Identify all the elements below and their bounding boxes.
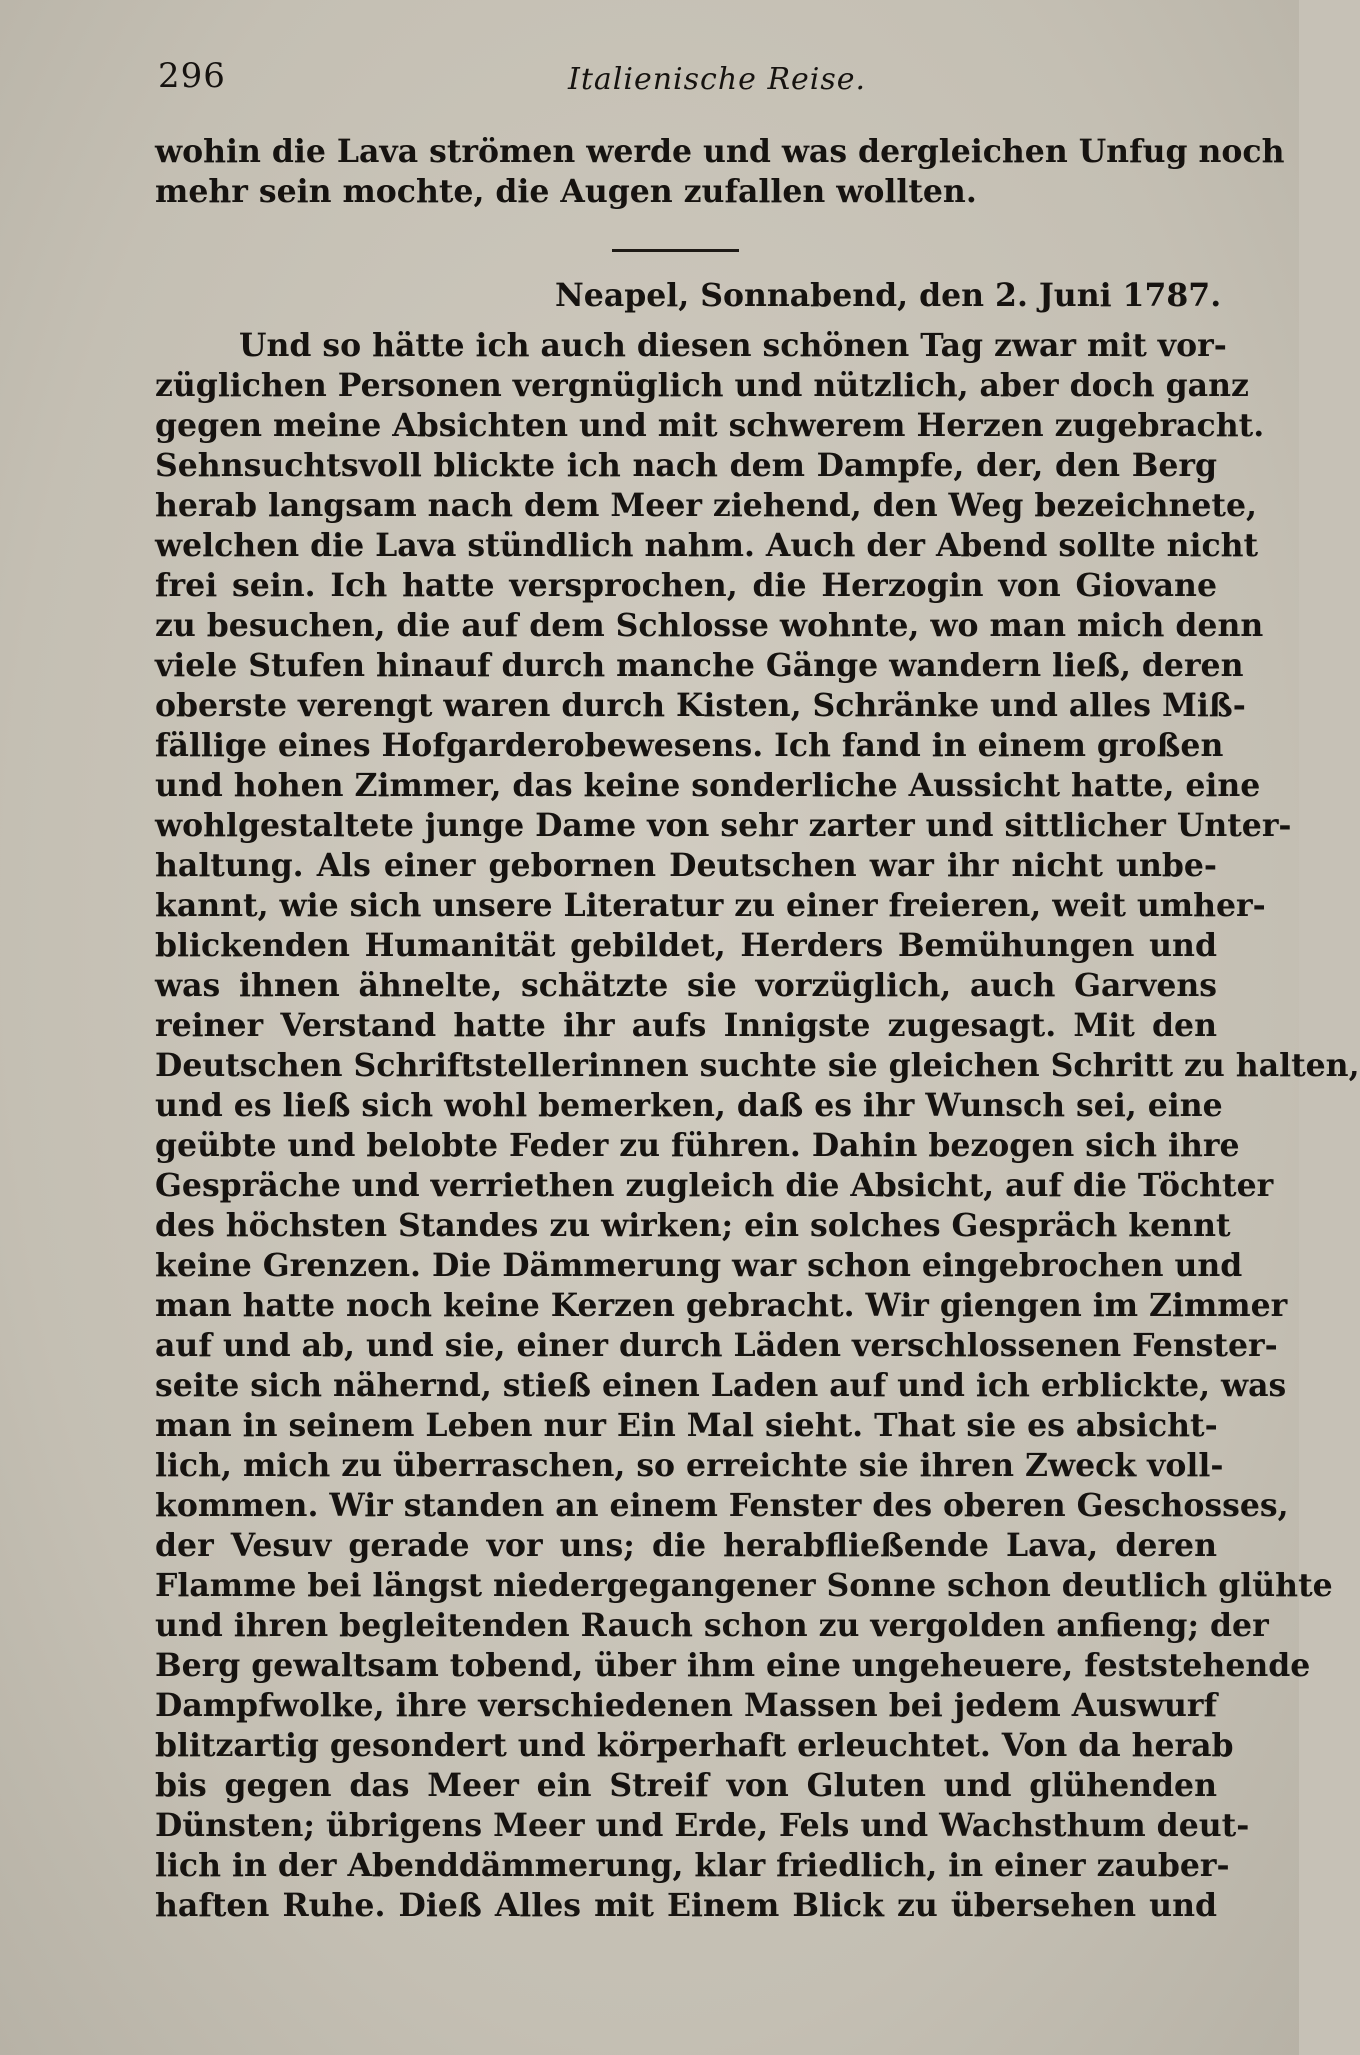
text-line: züglichen Personen vergnüglich und nützlich, aber doch ganz — [155, 367, 1249, 404]
text-line: Deutschen Schriftstellerinnen suchte sie gleichen Schritt zu halten, — [155, 1047, 1360, 1084]
text-line: blitzartig gesondert und körperhaft erleuchtet. Von da herab — [155, 1727, 1234, 1764]
text-line: Dampfwolke, ihre verschiedenen Massen bei jedem Auswurf — [155, 1687, 1217, 1724]
text-line: reiner Verstand hatte ihr aufs Innigste zugesagt. Mit den — [155, 1007, 1217, 1044]
text-line: Berg gewaltsam tobend, über ihm eine ungeheuere, feststehende — [155, 1647, 1311, 1684]
text-line: herab langsam nach dem Meer ziehend, den Weg bezeichnete, — [155, 487, 1257, 524]
text-line: keine Grenzen. Die Dämmerung war schon eingebrochen und — [155, 1247, 1243, 1284]
text-line: Sehnsuchtsvoll blickte ich nach dem Dampfe, der, den Berg — [155, 447, 1217, 484]
text-line: wohlgestaltete junge Dame von sehr zarter und sittlicher Unter- — [155, 807, 1292, 844]
text-line: wohin die Lava strömen werde und was dergleichen Unfug noch — [155, 133, 1285, 170]
text-line: blickenden Humanität gebildet, Herders Bemühungen und — [155, 927, 1217, 964]
section-divider — [612, 249, 739, 252]
text-line: gegen meine Absichten und mit schwerem Herzen zugebracht. — [155, 407, 1265, 444]
text-line: oberste verengt waren durch Kisten, Schränke und alles Miß- — [155, 687, 1246, 724]
text-line: welchen die Lava stündlich nahm. Auch der Abend sollte nicht — [155, 527, 1259, 564]
text-line: viele Stufen hinauf durch manche Gänge wandern ließ, deren — [155, 647, 1244, 684]
running-title: Italienische Reise. — [568, 62, 867, 97]
text-line: Flamme bei längst niedergegangener Sonne schon deutlich glühte — [155, 1567, 1333, 1604]
dateline: Neapel, Sonnabend, den 2. Juni 1787. — [555, 277, 1222, 314]
main-paragraph — [155, 326, 1360, 1926]
text-line: geübte und belobte Feder zu führen. Dahin bezogen sich ihre — [155, 1127, 1240, 1164]
text-line: frei sein. Ich hatte versprochen, die Herzogin von Giovane — [155, 567, 1217, 604]
text-line: fällige eines Hofgarderobewesens. Ich fand in einem großen — [155, 727, 1224, 764]
text-line: der Vesuv gerade vor uns; die herabfließende Lava, deren — [155, 1527, 1217, 1564]
text-line: und hohen Zimmer, das keine sonderliche Aussicht hatte, eine — [155, 767, 1261, 804]
text-line: und ihren begleitenden Rauch schon zu vergolden anfieng; der — [155, 1607, 1269, 1644]
text-line: Dünsten; übrigens Meer und Erde, Fels und Wachsthum deut- — [155, 1807, 1250, 1844]
text-line: und es ließ sich wohl bemerken, daß es ihr Wunsch sei, eine — [155, 1087, 1223, 1124]
page-number: 296 — [158, 56, 226, 96]
text-line: lich, mich zu überraschen, so erreichte sie ihren Zweck voll- — [155, 1447, 1224, 1484]
intro-paragraph — [155, 132, 1285, 212]
text-line: kommen. Wir standen an einem Fenster des oberen Geschosses, — [155, 1487, 1289, 1524]
text-line: des höchsten Standes zu wirken; ein solches Gespräch kennt — [155, 1207, 1231, 1244]
text-line: auf und ab, und sie, einer durch Läden verschlossenen Fenster- — [155, 1327, 1278, 1364]
text-line: mehr sein mochte, die Augen zufallen wollten. — [155, 173, 977, 210]
text-line: seite sich nähernd, stieß einen Laden auf und ich erblickte, was — [155, 1367, 1287, 1404]
text-line: Und so hätte ich auch diesen schönen Tag zwar mit vor- — [239, 327, 1227, 364]
text-line: zu besuchen, die auf dem Schlosse wohnte, wo man mich denn — [155, 607, 1264, 644]
text-line: lich in der Abenddämmerung, klar friedlich, in einer zauber- — [155, 1847, 1230, 1884]
text-line: kannt, wie sich unsere Literatur zu einer freieren, weit umher- — [155, 887, 1266, 924]
page-header — [158, 56, 1218, 106]
text-line: was ihnen ähnelte, schätzte sie vorzüglich, auch Garvens — [155, 967, 1217, 1004]
text-line: man in seinem Leben nur Ein Mal sieht. That sie es absicht- — [155, 1407, 1218, 1444]
text-line: man hatte noch keine Kerzen gebracht. Wir giengen im Zimmer — [155, 1287, 1288, 1324]
text-line: haltung. Als einer gebornen Deutschen war ihr nicht unbe- — [155, 847, 1217, 884]
text-line: Gespräche und verriethen zugleich die Absicht, auf die Töchter — [155, 1167, 1274, 1204]
text-line: haften Ruhe. Dieß Alles mit Einem Blick zu übersehen und — [155, 1887, 1217, 1924]
text-line: bis gegen das Meer ein Streif von Gluten und glühenden — [155, 1767, 1217, 1804]
